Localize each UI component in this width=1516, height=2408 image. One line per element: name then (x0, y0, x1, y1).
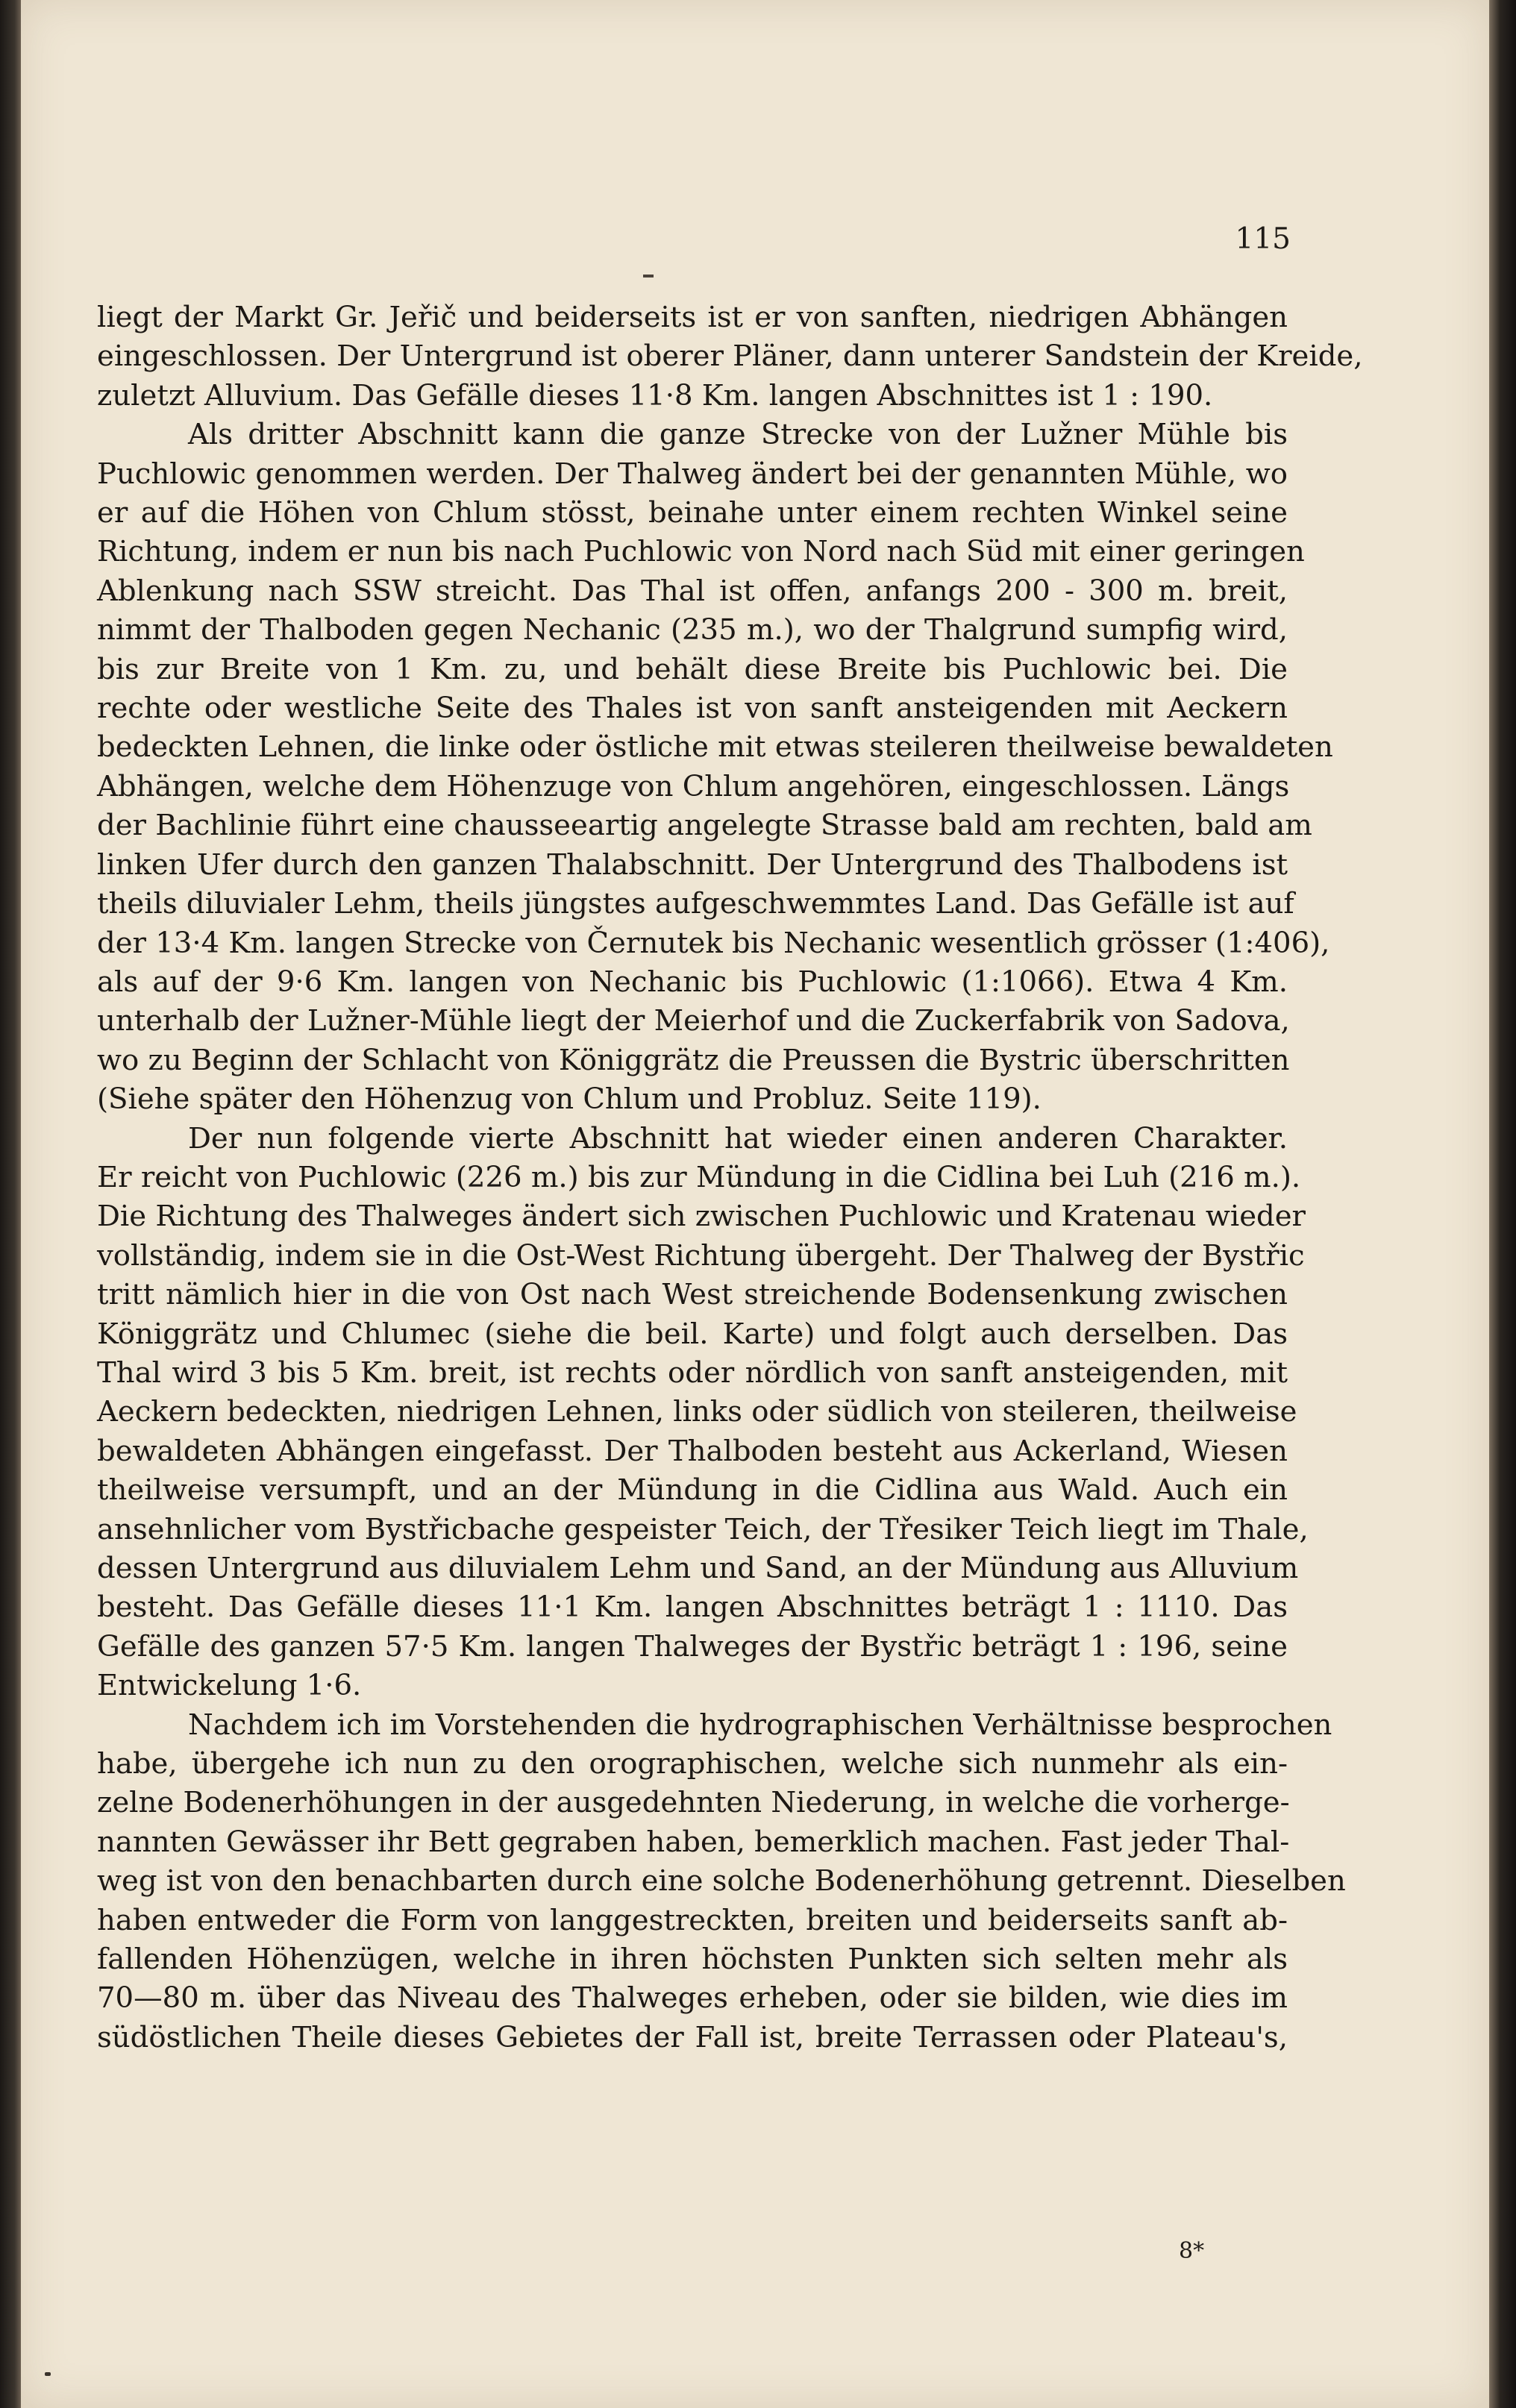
text-line: Nachdem ich im Vorstehenden die hydrographischen Verhältnisse besprochen (188, 1708, 1332, 1742)
text-line: weg ist von den benachbarten durch eine solche Bodenerhöhung getrennt. Dieselben (97, 1864, 1346, 1899)
text-line: vollständig, indem sie in die Ost-West Richtung übergeht. Der Thalweg der Bystřic (97, 1238, 1305, 1273)
body-text (97, 298, 1363, 2057)
text-line: theilweise versumpft, und an der Mündung in die Cidlina aus Wald. Auch ein (97, 1473, 1288, 1508)
text-line: fallenden Höhenzügen, welche in ihren höchsten Punkten sich selten mehr als (97, 1943, 1288, 1977)
text-line: eingeschlossen. Der Untergrund ist oberer Pläner, dann unterer Sandstein der Kreide, (97, 339, 1363, 374)
signature-mark: 8* (1179, 2238, 1205, 2264)
print-mark (643, 275, 654, 278)
page-number: 115 (1235, 222, 1291, 256)
text-line: ansehnlicher vom Bystřicbache gespeister Teich, der Třesiker Teich liegt im Thale, (97, 1512, 1309, 1546)
text-line: Abhängen, welche dem Höhenzuge von Chlum angehören, eingeschlossen. Längs (97, 769, 1290, 803)
text-line: haben entweder die Form von langgestreckten, breiten und beiderseits sanft ab- (97, 1903, 1288, 1937)
text-line: rechte oder westliche Seite des Thales ist von sanft ansteigenden mit Aeckern (97, 692, 1288, 726)
scan-left-edge (0, 0, 21, 2408)
text-line: südöstlichen Theile dieses Gebietes der Fall ist, breite Terrassen oder Plateau's, (97, 2020, 1288, 2054)
text-line: Aeckern bedeckten, niedrigen Lehnen, links oder südlich von steileren, theilweise (97, 1395, 1297, 1429)
text-line: Er reicht von Puchlowic (226 m.) bis zur Mündung in die Cidlina bei Luh (216 m.). (97, 1160, 1301, 1194)
scan-right-edge (1489, 0, 1516, 2408)
text-line: Gefälle des ganzen 57·5 Km. langen Thalweges der Bystřic beträgt 1 : 196, seine (97, 1629, 1288, 1664)
ink-smudge (45, 2372, 51, 2376)
text-line: Puchlowic genommen werden. Der Thalweg ändert bei der genannten Mühle, wo (97, 457, 1288, 491)
text-line: Die Richtung des Thalweges ändert sich zwischen Puchlowic und Kratenau wieder (97, 1200, 1306, 1234)
text-line: theils diluvialer Lehm, theils jüngstes aufgeschwemmtes Land. Das Gefälle ist auf (97, 887, 1294, 921)
text-line: er auf die Höhen von Chlum stösst, beinahe unter einem rechten Winkel seine (97, 496, 1288, 530)
text-line: Richtung, indem er nun bis nach Puchlowic von Nord nach Süd mit einer geringen (97, 535, 1305, 569)
text-line: der 13·4 Km. langen Strecke von Černutek bis Nechanic wesentlich grösser (1:406), (97, 926, 1330, 960)
text-line: nannten Gewässer ihr Bett gegraben haben, bemerklich machen. Fast jeder Thal- (97, 1825, 1290, 1859)
text-line: bewaldeten Abhängen eingefasst. Der Thalboden besteht aus Ackerland, Wiesen (97, 1434, 1288, 1468)
text-line: tritt nämlich hier in die von Ost nach West streichende Bodensenkung zwischen (97, 1278, 1288, 1312)
text-line: liegt der Markt Gr. Jeřič und beiderseits ist er von sanften, niedrigen Abhängen (97, 301, 1288, 334)
text-line: Ablenkung nach SSW streicht. Das Thal ist offen, anfangs 200 - 300 m. breit, (97, 574, 1288, 608)
text-line: Königgrätz und Chlumec (siehe die beil. Karte) und folgt auch derselben. Das (97, 1317, 1288, 1351)
text-line: 70—80 m. über das Niveau des Thalweges erheben, oder sie bilden, wie dies im (97, 1981, 1288, 2016)
text-line: linken Ufer durch den ganzen Thalabschnitt. Der Untergrund des Thalbodens ist (97, 847, 1288, 882)
text-line: bis zur Breite von 1 Km. zu, und behält diese Breite bis Puchlowic bei. Die (97, 652, 1288, 686)
text-line: Thal wird 3 bis 5 Km. breit, ist rechts oder nördlich von sanft ansteigenden, mit (97, 1355, 1288, 1390)
text-line: bedeckten Lehnen, die linke oder östliche mit etwas steileren theilweise bewaldeten (97, 730, 1333, 765)
text-line: Der nun folgende vierte Abschnitt hat wieder einen anderen Charakter. (188, 1121, 1288, 1156)
text-line: dessen Untergrund aus diluvialem Lehm und Sand, an der Mündung aus Alluvium (97, 1552, 1299, 1585)
text-line: als auf der 9·6 Km. langen von Nechanic bis Puchlowic (1:1066). Etwa 4 Km. (97, 965, 1288, 999)
text-line: besteht. Das Gefälle dieses 11·1 Km. langen Abschnittes beträgt 1 : 1110. Das (97, 1590, 1288, 1625)
text-line: Entwickelung 1·6. (97, 1669, 362, 1703)
text-line: nimmt der Thalboden gegen Nechanic (235 m.), wo der Thalgrund sumpfig wird, (97, 613, 1288, 648)
text-line: wo zu Beginn der Schlacht von Königgrätz die Preussen die Bystric überschritten (97, 1043, 1290, 1077)
text-line: Als dritter Abschnitt kann die ganze Strecke von der Lužner Mühle bis (188, 418, 1288, 452)
text-line: (Siehe später den Höhenzug von Chlum und Probluz. Seite 119). (97, 1082, 1042, 1117)
text-line: habe, übergehe ich nun zu den orographischen, welche sich nunmehr als ein- (97, 1747, 1288, 1781)
text-line: zelne Bodenerhöhungen in der ausgedehnten Niederung, in welche die vorherge- (97, 1786, 1290, 1820)
text-line: unterhalb der Lužner-Mühle liegt der Meierhof und die Zuckerfabrik von Sadova, (97, 1004, 1290, 1038)
text-line: zuletzt Alluvium. Das Gefälle dieses 11·8 Km. langen Abschnittes ist 1 : 190. (97, 378, 1213, 413)
text-line: der Bachlinie führt eine chausseeartig angelegte Strasse bald am rechten, bald am (97, 809, 1312, 843)
